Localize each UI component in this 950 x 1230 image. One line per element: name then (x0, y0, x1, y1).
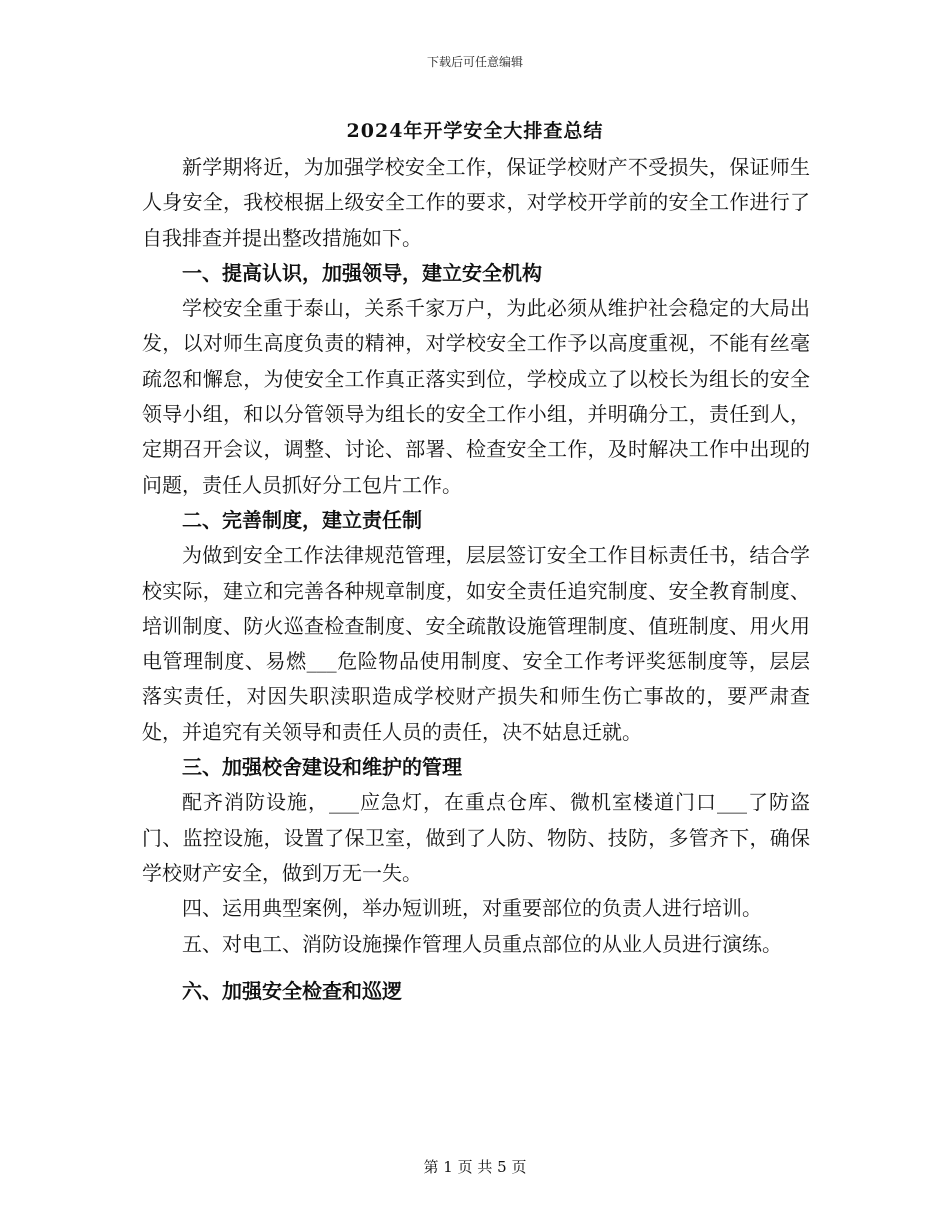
section-paragraph-3: 配齐消防设施，___应急灯，在重点仓库、微机室楼道门口___了防盗门、监控设施，设置了保卫室，做到了人防、物防、技防，多管齐下，确保学校财产安全，做到万无一失。 (142, 790, 810, 885)
page-number: 第 1 页 共 5 页 (423, 1158, 527, 1176)
section-heading-6: 六、加强安全检查和巡逻 (182, 978, 402, 1003)
section-paragraph-2: 为做到安全工作法律规范管理，层层签订安全工作目标责任书，结合学校实际，建立和完善各种规章制度，如安全责任追究制度、安全教育制度、培训制度、防火巡查检查制度、安全疏散设施管理制度、值班制度、用火用电管理制度、易燃___危险物品使用制度、安全工作考评奖惩制度等，层层落实责任，对因失职渎职造成学校财产损失和师生伤亡事故的，要严肃查处，并追究有关领导和责任人员的责任，决不姑息迁就。 (142, 543, 810, 744)
section-heading-2: 二、完善制度，建立责任制 (182, 507, 422, 532)
header-note: 下载后可任意编辑 (426, 55, 523, 69)
section-paragraph-4: 四、运用典型案例，举办短训班，对重要部位的负责人进行培训。 (182, 896, 762, 921)
section-heading-3: 三、加强校舍建设和维护的管理 (182, 755, 462, 780)
document-title: 2024年开学安全大排查总结 (346, 120, 604, 142)
section-paragraph-5: 五、对电工、消防设施操作管理人员重点部位的从业人员进行演练。 (182, 931, 782, 956)
intro-paragraph: 新学期将近，为加强学校安全工作，保证学校财产不受损失，保证师生人身安全，我校根据上级安全工作的要求，对学校开学前的安全工作进行了自我排查并提出整改措施如下。 (142, 155, 810, 250)
document-body (142, 150, 810, 1009)
section-paragraph-1: 学校安全重于泰山，关系千家万户，为此必须从维护社会稳定的大局出发，以对师生高度负责的精神，对学校安全工作予以高度重视，不能有丝毫疏忽和懈怠，为使安全工作真正落实到位，学校成立了以校长为组长的安全领导小组，和以分管领导为组长的安全工作小组，并明确分工，责任到人，定期召开会议，调整、讨论、部署、检查安全工作，及时解决工作中出现的问题，责任人员抓好分工包片工作。 (142, 296, 810, 497)
section-heading-1: 一、提高认识，加强领导，建立安全机构 (182, 260, 542, 285)
